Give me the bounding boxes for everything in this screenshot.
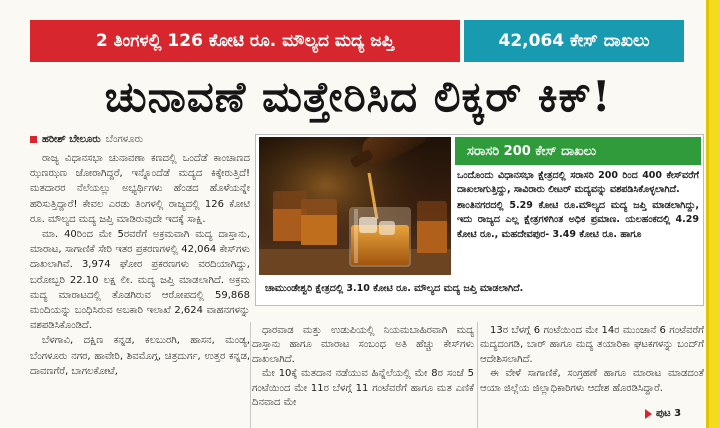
kicker-teal-text: 42,064 ಕೇಸ್ ದಾಖಲು: [498, 31, 650, 51]
col2-paragraph-1: ಧಾರವಾಡ ಮತ್ತು ಉಡುಪಿಯಲ್ಲಿ ನಿಯಮಬಾಹಿರವಾಗಿ ಮದ್ಯ ದಾಸ್ತಾನು ಹಾಗೂ ಮಾರಾಟ ಸಂಬಂಧ ಅತಿ ಹೆಚ್ಚು ಕೇಸ್‌ಗಳು ದಾಖಲಾಗಿದೆ.: [252, 325, 474, 365]
col2-paragraph-2: ಮೇ 10ಕ್ಕೆ ಮತದಾನ ನಡೆಯುವ ಹಿನ್ನೆಲೆಯಲ್ಲಿ ಮೇ 8ರ ಸಂಜೆ 5 ಗಂಟೆಯಿಂದ ಮೇ 11ರ ಬೆಳಗ್ಗೆ 11 ಗಂಟೆವರೆಗೆ ಹಾಗೂ ಮತ ಎಣಿಕೆ ದಿನವಾದ ಮೇ: [252, 368, 474, 409]
col3-paragraph-1: 13ರ ಬೆಳಗ್ಗೆ 6 ಗಂಟೆಯಿಂದ ಮೇ 14ರ ಮುಂಜಾನೆ 6 ಗಂಟೆವರೆಗೆ ಮದ್ಯದಂಗಡಿ, ಬಾರ್ ಹಾಗೂ ಮದ್ಯ ತಯಾರಿಕಾ ಘಟಕಗಳನ್ನು ಬಂದ್‌ಗೆ ಆದೇಶಿಸಲಾಗಿದೆ.: [480, 325, 704, 365]
col1-paragraph-2: ಮಾ. 40ರಿಂದ ಮೇ 5ರವರೆಗೆ ಅಕ್ರಮವಾಗಿ ಮದ್ಯ ದಾಸ್ತಾನು, ಮಾರಾಟ, ಸಾಗಾಣಿಕೆ ಸೇರಿ ಇತರ ಪ್ರಕರಣಗಳಲ್ಲಿ 42,064 ಕೇಸ್‌ಗಳು ದಾಖಲಾಗಿವೆ. 3,974 ಘೋರ ಪ್ರಕರಣಗಳು ವರದಿಯಾಗಿದ್ದು, ಬರೋಬ್ಬರಿ 22.10 ಲಕ್ಷ ಲೀ. ಮದ್ಯ ಜಪ್ತಿ ಮಾಡಲಾಗಿದೆ. ಅಕ್ರಮ ಮದ್ಯ ಮಾರಾಟದಲ್ಲಿ ತೊಡಗಿರುವ ಆರೋಪದಲ್ಲಿ 59,868 ಮಂದಿಯನ್ನು ಬಂಧಿಸಿರುವ ಅಬಕಾರಿ ಇಲಾಖೆ 2,624 ವಾಹನಗಳನ್ನು ವಶಪಡಿಸಿಕೊಂಡಿದೆ.: [30, 229, 250, 332]
article-column-3: [480, 324, 704, 406]
kicker-red-banner: [30, 20, 460, 62]
page-edge-bar: [706, 0, 720, 428]
kicker-red-text: 2 ತಿಂಗಳಲ್ಲಿ 126 ಕೋಟಿ ರೂ. ಮೌಲ್ಯದ ಮದ್ಯ ಜಪ್ತಿ: [95, 31, 395, 51]
page-reference-text: ಪುಟ 3: [656, 408, 682, 419]
article-column-2: [252, 324, 474, 428]
byline: [30, 134, 143, 145]
sidebar-box-band: [455, 137, 701, 165]
byline-name: ಹರೀಶ್ ಬೇಲೂರು: [42, 134, 101, 145]
col1-paragraph-1: ರಾಜ್ಯ ವಿಧಾನಸಭಾ ಚುನಾವಣಾ ಕಣದಲ್ಲಿ ಒಂದೆಡೆ ಕಾಂಚಾಣದ ಝಣಝಣ ಜೋರಾಗಿದ್ದರೆ, ಇನ್ನೊಂದೆಡೆ ಮದ್ಯದ ಕಿಕ್ಕೇರುತ್ತಿದೆ! ಮತದಾರರ ನೆಲೆಯಲ್ಲು ಅಭ್ಯರ್ಥಿಗಳು ಹೆಂಡದ ಹೊಳೆಯನ್ನೇ ಹರಿಸುತ್ತಿದ್ದಾರೆ! ಕೇವಲ ಎರಡು ತಿಂಗಳಲ್ಲಿ ರಾಜ್ಯದಲ್ಲಿ 126 ಕೋಟಿ ರೂ. ಮೌಲ್ಯದ ಮದ್ಯ ಜಪ್ತಿ ಮಾಡಿರುವುದೇ ಇದಕ್ಕೆ ಸಾಕ್ಷಿ.: [30, 153, 250, 225]
col1-paragraph-3: ಬೆಳಗಾವಿ, ದಕ್ಷಿಣ ಕನ್ನಡ, ಕಲಬುರಗಿ, ಹಾಸನ, ಮಂಡ್ಯ, ಬೆಂಗಳೂರು ನಗರ, ಹಾವೇರಿ, ಶಿವಮೊಗ್ಗ, ಚಿತ್ರದುರ್ಗ, ಉತ್ತರ ಕನ್ನಡ, ದಾವಣಗೆರೆ, ಬಾಗಲಕೋಟೆ,: [30, 335, 250, 377]
column-divider: [250, 322, 251, 428]
box-paragraph-2: ಶಾಂತಿನಗರದಲ್ಲಿ 5.29 ಕೋಟಿ ರೂ.ಮೌಲ್ಯದ ಮದ್ಯ ಜಪ್ತಿ ಮಾಡಲಾಗಿದ್ದು, ಇದು ರಾಜ್ಯದ ಎಲ್ಲ ಕ್ಷೇತ್ರಗಳಿಗಿಂತ ಅಧಿಕ ಪ್ರಮಾಣ. ಯಲಹಂಕದಲ್ಲಿ 4.29 ಕೋಟಿ ರೂ., ಮಹದೇವಪುರ- 3.49 ಕೋಟಿ ರೂ. ಹಾಗೂ: [457, 199, 699, 240]
byline-place: ಬೆಂಗಳೂರು: [105, 134, 144, 145]
red-triangle-icon: [645, 409, 652, 419]
sidebar-box-band-text: ಸರಾಸರಿ 200 ಕೇಸ್ ದಾಖಲು: [467, 143, 597, 159]
column-divider: [477, 322, 478, 428]
sidebar-box-footer: ಚಾಮುಂಡೇಶ್ವರಿ ಕ್ಷೇತ್ರದಲ್ಲಿ 3.10 ಕೋಟಿ ರೂ. ಮೌಲ್ಯದ ಮದ್ಯ ಜಪ್ತಿ ಮಾಡಲಾಗಿದೆ.: [265, 283, 524, 294]
kicker-teal-banner: [464, 20, 684, 62]
liquor-photo: [259, 137, 451, 275]
page-reference: [645, 408, 681, 419]
col3-paragraph-2: ಈ ವೇಳೆ ಸಾಗಾಣಿಕೆ, ಸಂಗ್ರಹಣೆ ಹಾಗೂ ಮಾರಾಟ ಮಾಡದಂತೆ ಆಯಾ ಜಿಲ್ಲೆಯ ಜಿಲ್ಲಾಧಿಕಾರಿಗಳು ಆದೇಶ ಹೊರಡಿಸಿದ್ದಾರೆ.: [480, 368, 704, 394]
article-column-1: [30, 151, 250, 428]
red-square-bullet-icon: [30, 136, 37, 143]
sidebar-box-text: [457, 169, 699, 272]
headline: ಚುನಾವಣೆ ಮತ್ತೇರಿಸಿದ ಲಿಕ್ಕರ್ ಕಿಕ್!: [104, 72, 612, 121]
box-paragraph-1: ಒಂದೊಂದು ವಿಧಾನಸಭಾ ಕ್ಷೇತ್ರದಲ್ಲಿ ಸರಾಸರಿ 200 ರಿಂದ 400 ಕೇಸ್‌ವರೆಗೆ ದಾಖಲಾಗುತ್ತಿದ್ದು, ಸಾವಿರಾರು ಲೀಟರ್ ಮದ್ಯವನ್ನು ವಶಪಡಿಸಿಕೊಳ್ಳಲಾಗಿದೆ.: [457, 170, 699, 196]
